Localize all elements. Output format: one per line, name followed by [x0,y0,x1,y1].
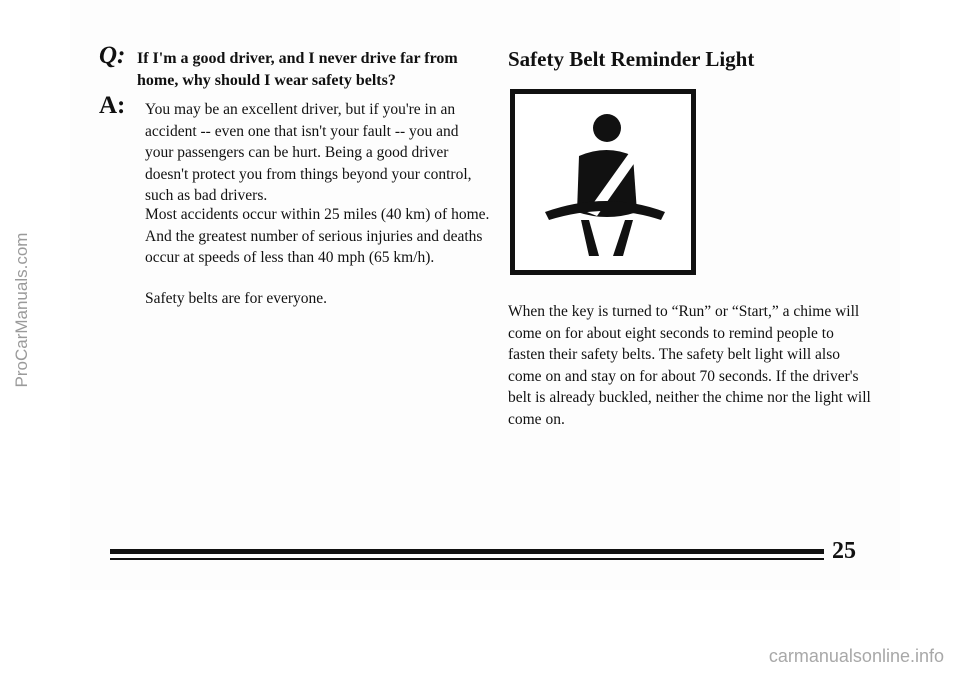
question-text: If I'm a good driver, and I never drive far from home, why should I wear safety belts? [137,50,458,89]
seatbelt-reminder-icon [510,89,696,275]
left-leg-shape [581,220,599,256]
head-shape [593,114,621,142]
bottom-watermark: carmanualsonline.info [768,646,944,666]
side-watermark-text: ProCarManuals.com [12,232,31,388]
answer-paragraph-2: Most accidents occur within 25 miles (40 km) of home. And the greatest number of serious injuries and deaths occur at speeds of less than 40 mph (65 km/h). [145,206,490,266]
answer-label: A: [99,92,126,119]
question-label: Q: [99,42,126,69]
seatbelt-icon [515,94,691,270]
footer-rule-thin [110,558,824,560]
side-watermark [12,232,32,388]
answer-paragraph-1: You may be an excellent driver, but if you're in an accident -- even one that isn't your fault -- you and your passengers can be hurt. Being a good driver doesn't protect you from things beyond your control, such as bad drivers. [145,101,472,204]
answer-paragraph-3: Safety belts are for everyone. [145,290,328,307]
right-leg-shape [613,220,633,256]
lap-belt-shape [545,201,665,220]
reminder-description: When the key is turned to “Run” or “Start,” a chime will come on for about eight seconds to remind people to fasten their safety belts. The safety belt light will also come on and stay on for about 70 seconds. If the driver's belt is already buckled, neither the chime nor the light will come on. [508,303,871,428]
footer-rule-thick [110,549,824,554]
section-title: Safety Belt Reminder Light [508,47,755,71]
page-number: 25 [832,538,856,564]
